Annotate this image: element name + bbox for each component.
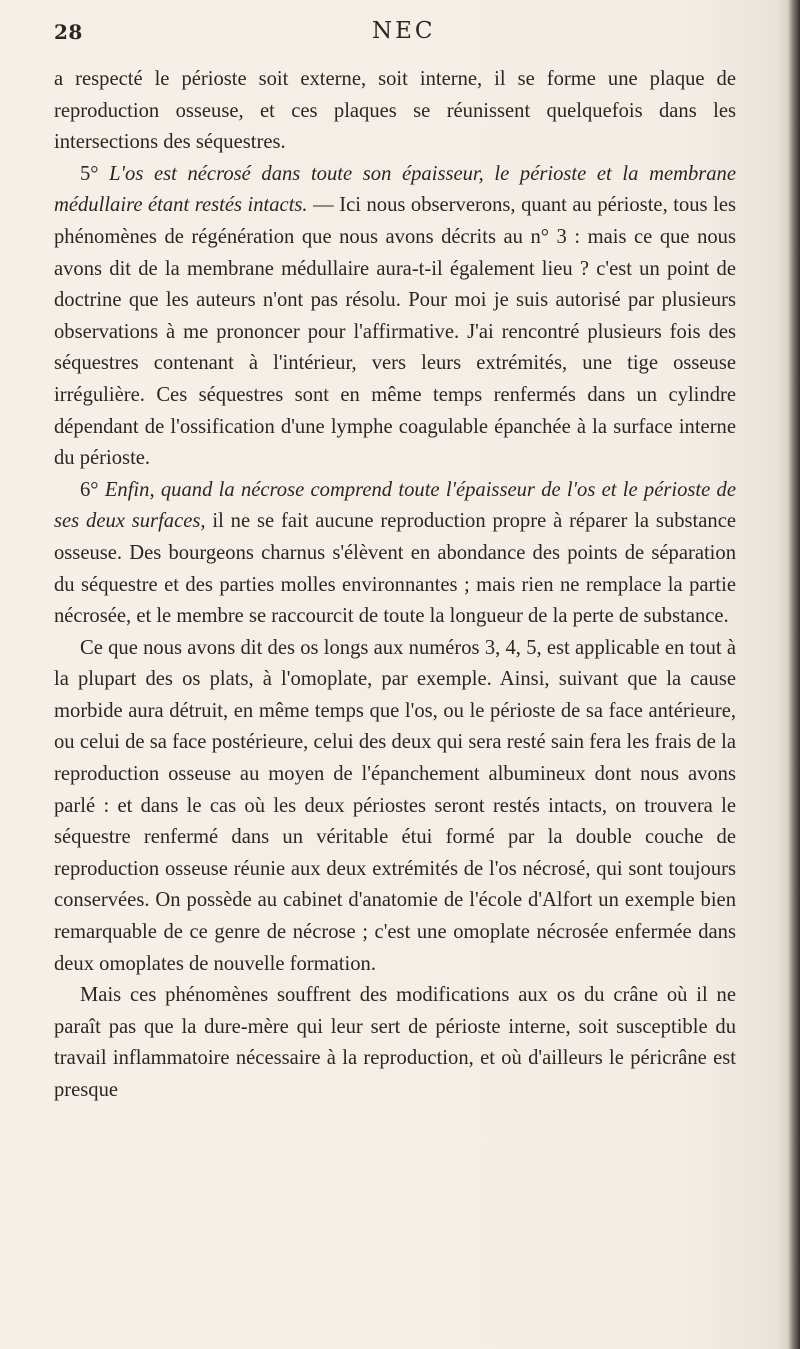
paragraph-2-heading: L'os est nécrosé dans toute son épaisseur, le périoste et la membrane médullaire étant restés intacts.: [54, 162, 736, 217]
paragraph-1: [54, 64, 736, 159]
page-number: 28: [54, 20, 83, 44]
body-text: [54, 64, 736, 1107]
paragraph-4: [54, 633, 736, 981]
page-edge-shadow: [778, 0, 800, 1349]
paragraph-2-number: 5°: [80, 162, 110, 185]
running-head: NEC: [372, 18, 436, 44]
paragraph-2: [54, 159, 736, 475]
paragraph-3: [54, 475, 736, 633]
paragraph-3-text: il ne se fait aucune reproduction propre à réparer la substance osseuse. Des bourgeons charnus s'élèvent en abondance des points de séparation du séquestre et des parties molles environnantes ; mais rien ne remplace la partie nécrosée, et le membre se raccourcit de toute la longueur de la perte de substance.: [54, 510, 736, 628]
paragraph-5: [54, 980, 736, 1106]
page-header: [54, 14, 734, 54]
paragraph-2-text: — Ici nous observerons, quant au périoste, tous les phénomènes de régénération que nous avons décrits au n° 3 : mais ce que nous avons dit de la membrane médullaire aura-t-il également lieu ? c'est un point de doctrine que les auteurs n'ont pas résolu. Pour moi je suis autorisé par plusieurs observations à me prononcer pour l'affirmative. J'ai rencontré plusieurs fois des séquestres contenant à l'intérieur, vers leurs extrémités, une tige osseuse irrégulière. Ces séquestres sont en même temps renfermés dans un cylindre dépendant de l'ossification d'une lymphe coagulable épanchée à la surface interne du périoste.: [54, 194, 736, 470]
paragraph-3-heading: Enfin, quand la nécrose comprend toute l'épaisseur de l'os et le périoste de ses deux surfaces,: [54, 478, 736, 533]
paragraph-4-text: Ce que nous avons dit des os longs aux numéros 3, 4, 5, est applicable en tout à la plupart des os plats, à l'omoplate, par exemple. Ainsi, suivant que la cause morbide aura détruit, en même temps que l'os, ou le périoste de sa face antérieure, ou celui de sa face postérieure, celui des deux qui sera resté sain fera les frais de la reproduction osseuse au moyen de l'épanchement albumineux dont nous avons parlé : et dans le cas où les deux périostes seront restés intacts, on trouvera le séquestre renfermé dans un véritable étui formé par la double couche de reproduction osseuse réunie aux deux extrémités de l'os nécrosé, qui sont toujours conservées. On possède au cabinet d'anatomie de l'école d'Alfort un exemple bien remarquable de ce genre de nécrose ; c'est une omoplate nécrosée enfermée dans deux omoplates de nouvelle formation.: [54, 636, 736, 975]
paragraph-1-text: a respecté le périoste soit externe, soit interne, il se forme une plaque de reproduction osseuse, et ces plaques se réunissent quelquefois dans les intersections des séquestres.: [54, 68, 736, 154]
paragraph-3-number: 6°: [80, 478, 105, 501]
paragraph-5-text: Mais ces phénomènes souffrent des modifications aux os du crâne où il ne paraît pas que la dure-mère qui leur sert de périoste interne, soit susceptible du travail inflammatoire nécessaire à la reproduction, et où d'ailleurs le péricrâne est presque: [54, 984, 736, 1101]
